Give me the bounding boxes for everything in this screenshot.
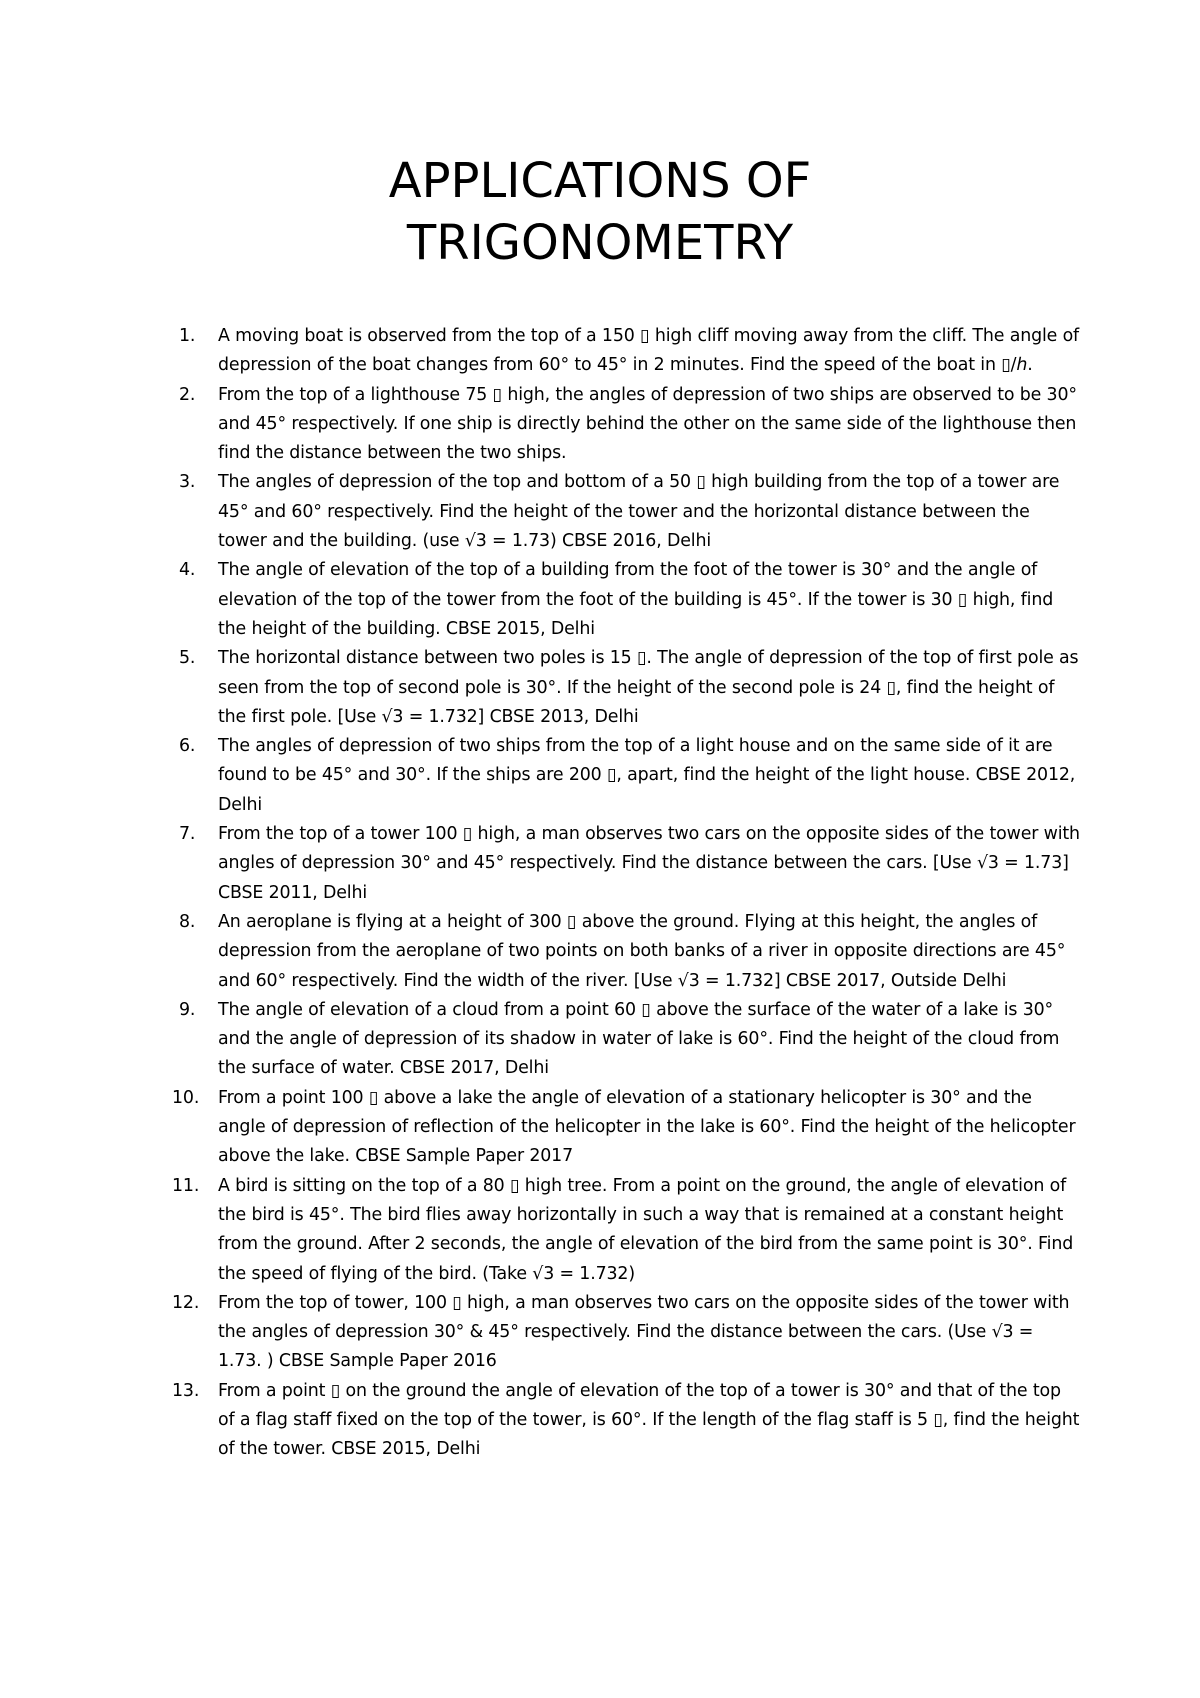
question-number: 1. bbox=[179, 326, 196, 346]
question-text: From a point 100 ▯ above a lake the angle of elevation of a stationary helicopter is 30° and the angle of depression of reflection of the helicopter in the lake is 60°. Find the height of the helicopter above the lake. CBSE Sample Paper 2017 bbox=[218, 1087, 1076, 1167]
question-number: 11. bbox=[172, 1175, 200, 1196]
question-text: The angle of elevation of the top of a building from the foot of the tower is 30° and the angle of elevation of the top of the tower from the foot of the building is 45°. If the tower is 30 ▯ high, find the height of the building. CBSE 2015, Delhi bbox=[218, 560, 1054, 639]
question-item bbox=[150, 996, 1080, 1084]
question-number: 2. bbox=[179, 384, 196, 405]
question-list bbox=[150, 322, 1080, 1465]
question-text: The angle of elevation of a cloud from a point 60 ▯ above the surface of the water of a lake is 30° and the angle of depression of its shadow in water of lake is 60°. Find the height of the cloud from the surface of water. CBSE 2017, Delhi bbox=[218, 999, 1060, 1079]
question-item bbox=[150, 381, 1080, 469]
question-item bbox=[150, 1084, 1080, 1172]
question-item bbox=[150, 732, 1080, 820]
question-item bbox=[150, 1172, 1080, 1289]
question-number: 10. bbox=[172, 1087, 200, 1108]
question-number: 13. bbox=[172, 1380, 200, 1401]
question-text: From the top of a tower 100 ▯ high, a man observes two cars on the opposite sides of the tower with angles of depression 30° and 45° respectively. Find the distance between the cars. [Use √3 = 1.73] CBSE 2011, Delhi bbox=[218, 824, 1080, 903]
question-number: 12. bbox=[172, 1292, 200, 1313]
question-number: 6. bbox=[179, 736, 196, 757]
question-item bbox=[150, 322, 1080, 381]
question-number: 9. bbox=[179, 999, 196, 1020]
question-item bbox=[150, 908, 1080, 996]
question-text: From a point ▯ on the ground the angle of elevation of the top of a tower is 30° and that of the top of a flag staff fixed on the top of the tower, is 60°. If the length of the flag staff is 5 ▯, find the height of the tower. CBSE 2015, Delhi bbox=[218, 1380, 1080, 1460]
question-item bbox=[150, 468, 1080, 556]
question-number: 3. bbox=[179, 472, 196, 493]
question-number: 5. bbox=[179, 648, 196, 669]
title-line-2: TRIGONOMETRY bbox=[406, 215, 794, 271]
question-item bbox=[150, 1289, 1080, 1377]
question-item bbox=[150, 556, 1080, 644]
question-text: The horizontal distance between two poles is 15 ▯. The angle of depression of the top of first pole as seen from the top of second pole is 30°. If the height of the second pole is 24 ▯, find the height of the first pole. [Use √3 = 1.732] CBSE 2013, Delhi bbox=[218, 648, 1079, 727]
question-text: A moving boat is observed from the top of a 150 ▯ high cliff moving away from the cliff. The angle of depression of the boat changes from 60° to 45° in 2 minutes. Find the speed of the boat in ▯/ℎ. bbox=[218, 326, 1080, 376]
question-item bbox=[150, 644, 1080, 732]
question-text: The angles of depression of the top and bottom of a 50 ▯ high building from the top of a tower are 45° and 60° respectively. Find the height of the tower and the horizontal distance between the tower and the building. (use √3 = 1.73) CBSE 2016, Delhi bbox=[218, 472, 1060, 552]
question-text: From the top of a lighthouse 75 ▯ high, the angles of depression of two ships are observed to be 30° and 45° respectively. If one ship is directly behind the other on the same side of the lighthouse then find the distance between the two ships. bbox=[218, 384, 1077, 464]
title-line-1: APPLICATIONS OF bbox=[388, 153, 812, 209]
page-title bbox=[0, 150, 1200, 274]
question-text: A bird is sitting on the top of a 80 ▯ high tree. From a point on the ground, the angle of elevation of the bird is 45°. The bird flies away horizontally in such a way that is remained at a constant height from the ground. After 2 seconds, the angle of elevation of the bird from the same point is 30°. Find the speed of flying of the bird. (Take √3 = 1.732) bbox=[218, 1175, 1074, 1284]
question-item bbox=[150, 1377, 1080, 1465]
question-number: 7. bbox=[179, 824, 196, 845]
question-number: 4. bbox=[179, 560, 196, 581]
question-number: 8. bbox=[179, 911, 196, 932]
question-text: The angles of depression of two ships from the top of a light house and on the same side of it are found to be 45° and 30°. If the ships are 200 ▯, apart, find the height of the light house. CBSE 2012, Delhi bbox=[218, 736, 1076, 815]
question-item bbox=[150, 820, 1080, 908]
question-text: From the top of tower, 100 ▯ high, a man observes two cars on the opposite sides of the tower with the angles of depression 30° & 45° respectively. Find the distance between the cars. (Use √3 = 1.73. ) CBSE Sample Paper 2016 bbox=[218, 1292, 1070, 1372]
question-text: An aeroplane is flying at a height of 300 ▯ above the ground. Flying at this height, the angles of depression from the aeroplane of two points on both banks of a river in opposite directions are 45° and 60° respectively. Find the width of the river. [Use √3 = 1.732] CBSE 2017, Outside Delhi bbox=[218, 911, 1066, 991]
